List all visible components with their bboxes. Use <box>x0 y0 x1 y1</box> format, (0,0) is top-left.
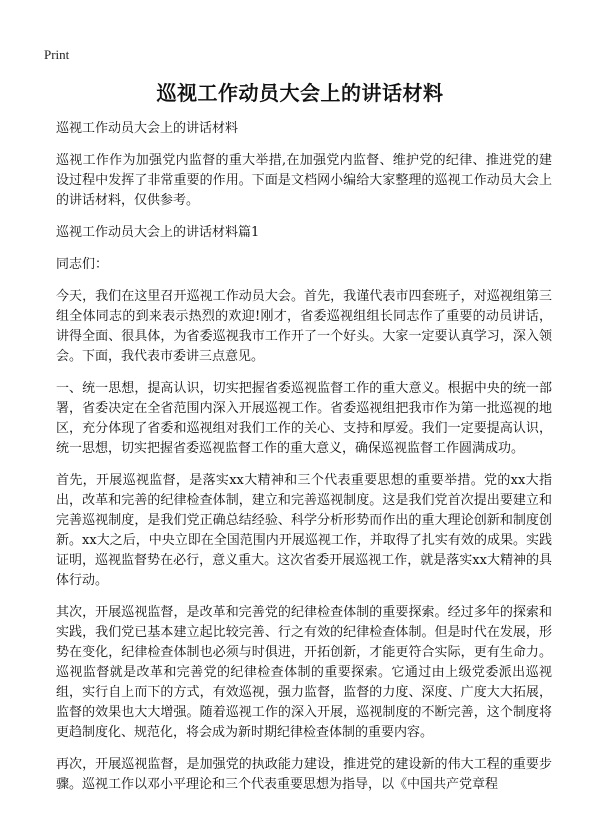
subtitle-paragraph: 巡视工作动员大会上的讲话材料 <box>56 121 239 136</box>
body-paragraph: 首先，开展巡视监督，是落实xx大精神和三个代表重要思想的重要举措。党的xx大指出，改革和完善的纪律检查体制，建立和完善巡视制度。这是我们党首次提出要建立和完善巡视制度，是我们党正确总结经验、科学分析形势而作出的重大理论创新和制度创新。xx大之后，中央立即在全国范围内开展巡视工作，并取得了扎实有效的成果。实践证明，巡视监督势在必行，意义重大。这次省委开展巡视工作，就是落实xx大精神的具体行动。 <box>56 473 552 588</box>
salutation: 同志们： <box>56 257 109 272</box>
document-body <box>56 119 552 807</box>
section-heading: 巡视工作动员大会上的讲话材料篇1 <box>56 225 260 240</box>
body-paragraph: 其次，开展巡视监督，是改革和完善党的纪律检查体制的重要探索。经过多年的探索和实践，我们党已基本建立起比较完善、行之有效的纪律检查体制。但是时代在发展，形势在变化，纪律检查体制也必须与时俱进，开拓创新，才能更符合实际，更有生命力。巡视监督就是改革和完善党的纪律检查体制的重要探索。它通过由上级党委派出巡视组，实行自上而下的方式，有效巡视，强力监督，监督的力度、深度、广度大大拓展，监督的效果也大大增强。随着巡视工作的深入开展，巡视制度的不断完善，这个制度将更趋制度化、规范化，将会成为新时期纪律检查体制的重要内容。 <box>56 605 552 740</box>
body-paragraph: 今天，我们在这里召开巡视工作动员大会。首先，我谨代表市四套班子，对巡视组第三组全体同志的到来表示热烈的欢迎!刚才，省委巡视组组长同志作了重要的动员讲话，讲得全面、很具体，为省委巡视我市工作开了一个好头。大家一定要认真学习，深入领会。下面，我代表市委讲三点意见。 <box>56 289 552 364</box>
intro-paragraph: 巡视工作作为加强党内监督的重大举措,在加强党内监督、维护党的纪律、推进党的建设过程中发挥了非常重要的作用。下面是文档网小编给大家整理的巡视工作动员大会上的讲话材料，仅供参考。 <box>56 153 552 208</box>
body-paragraph: 再次，开展巡视监督，是加强党的执政能力建设，推进党的建设新的伟大工程的重要步骤。巡视工作以邓小平理论和三个代表重要思想为指导，以《中国共产党章程 <box>56 757 552 792</box>
print-link[interactable]: Print <box>44 47 70 62</box>
body-paragraph: 一、统一思想，提高认识，切实把握省委巡视监督工作的重大意义。根据中央的统一部署，省委决定在全省范围内深入开展巡视工作。省委巡视组把我市作为第一批巡视的地区，充分体现了省委和巡视组对我们工作的关心、支持和厚爱。我们一定要提高认识，统一思想，切实把握省委巡视监督工作的重大意义，确保巡视监督工作圆满成功。 <box>56 381 552 456</box>
document-title: 巡视工作动员大会上的讲话材料 <box>156 81 444 105</box>
